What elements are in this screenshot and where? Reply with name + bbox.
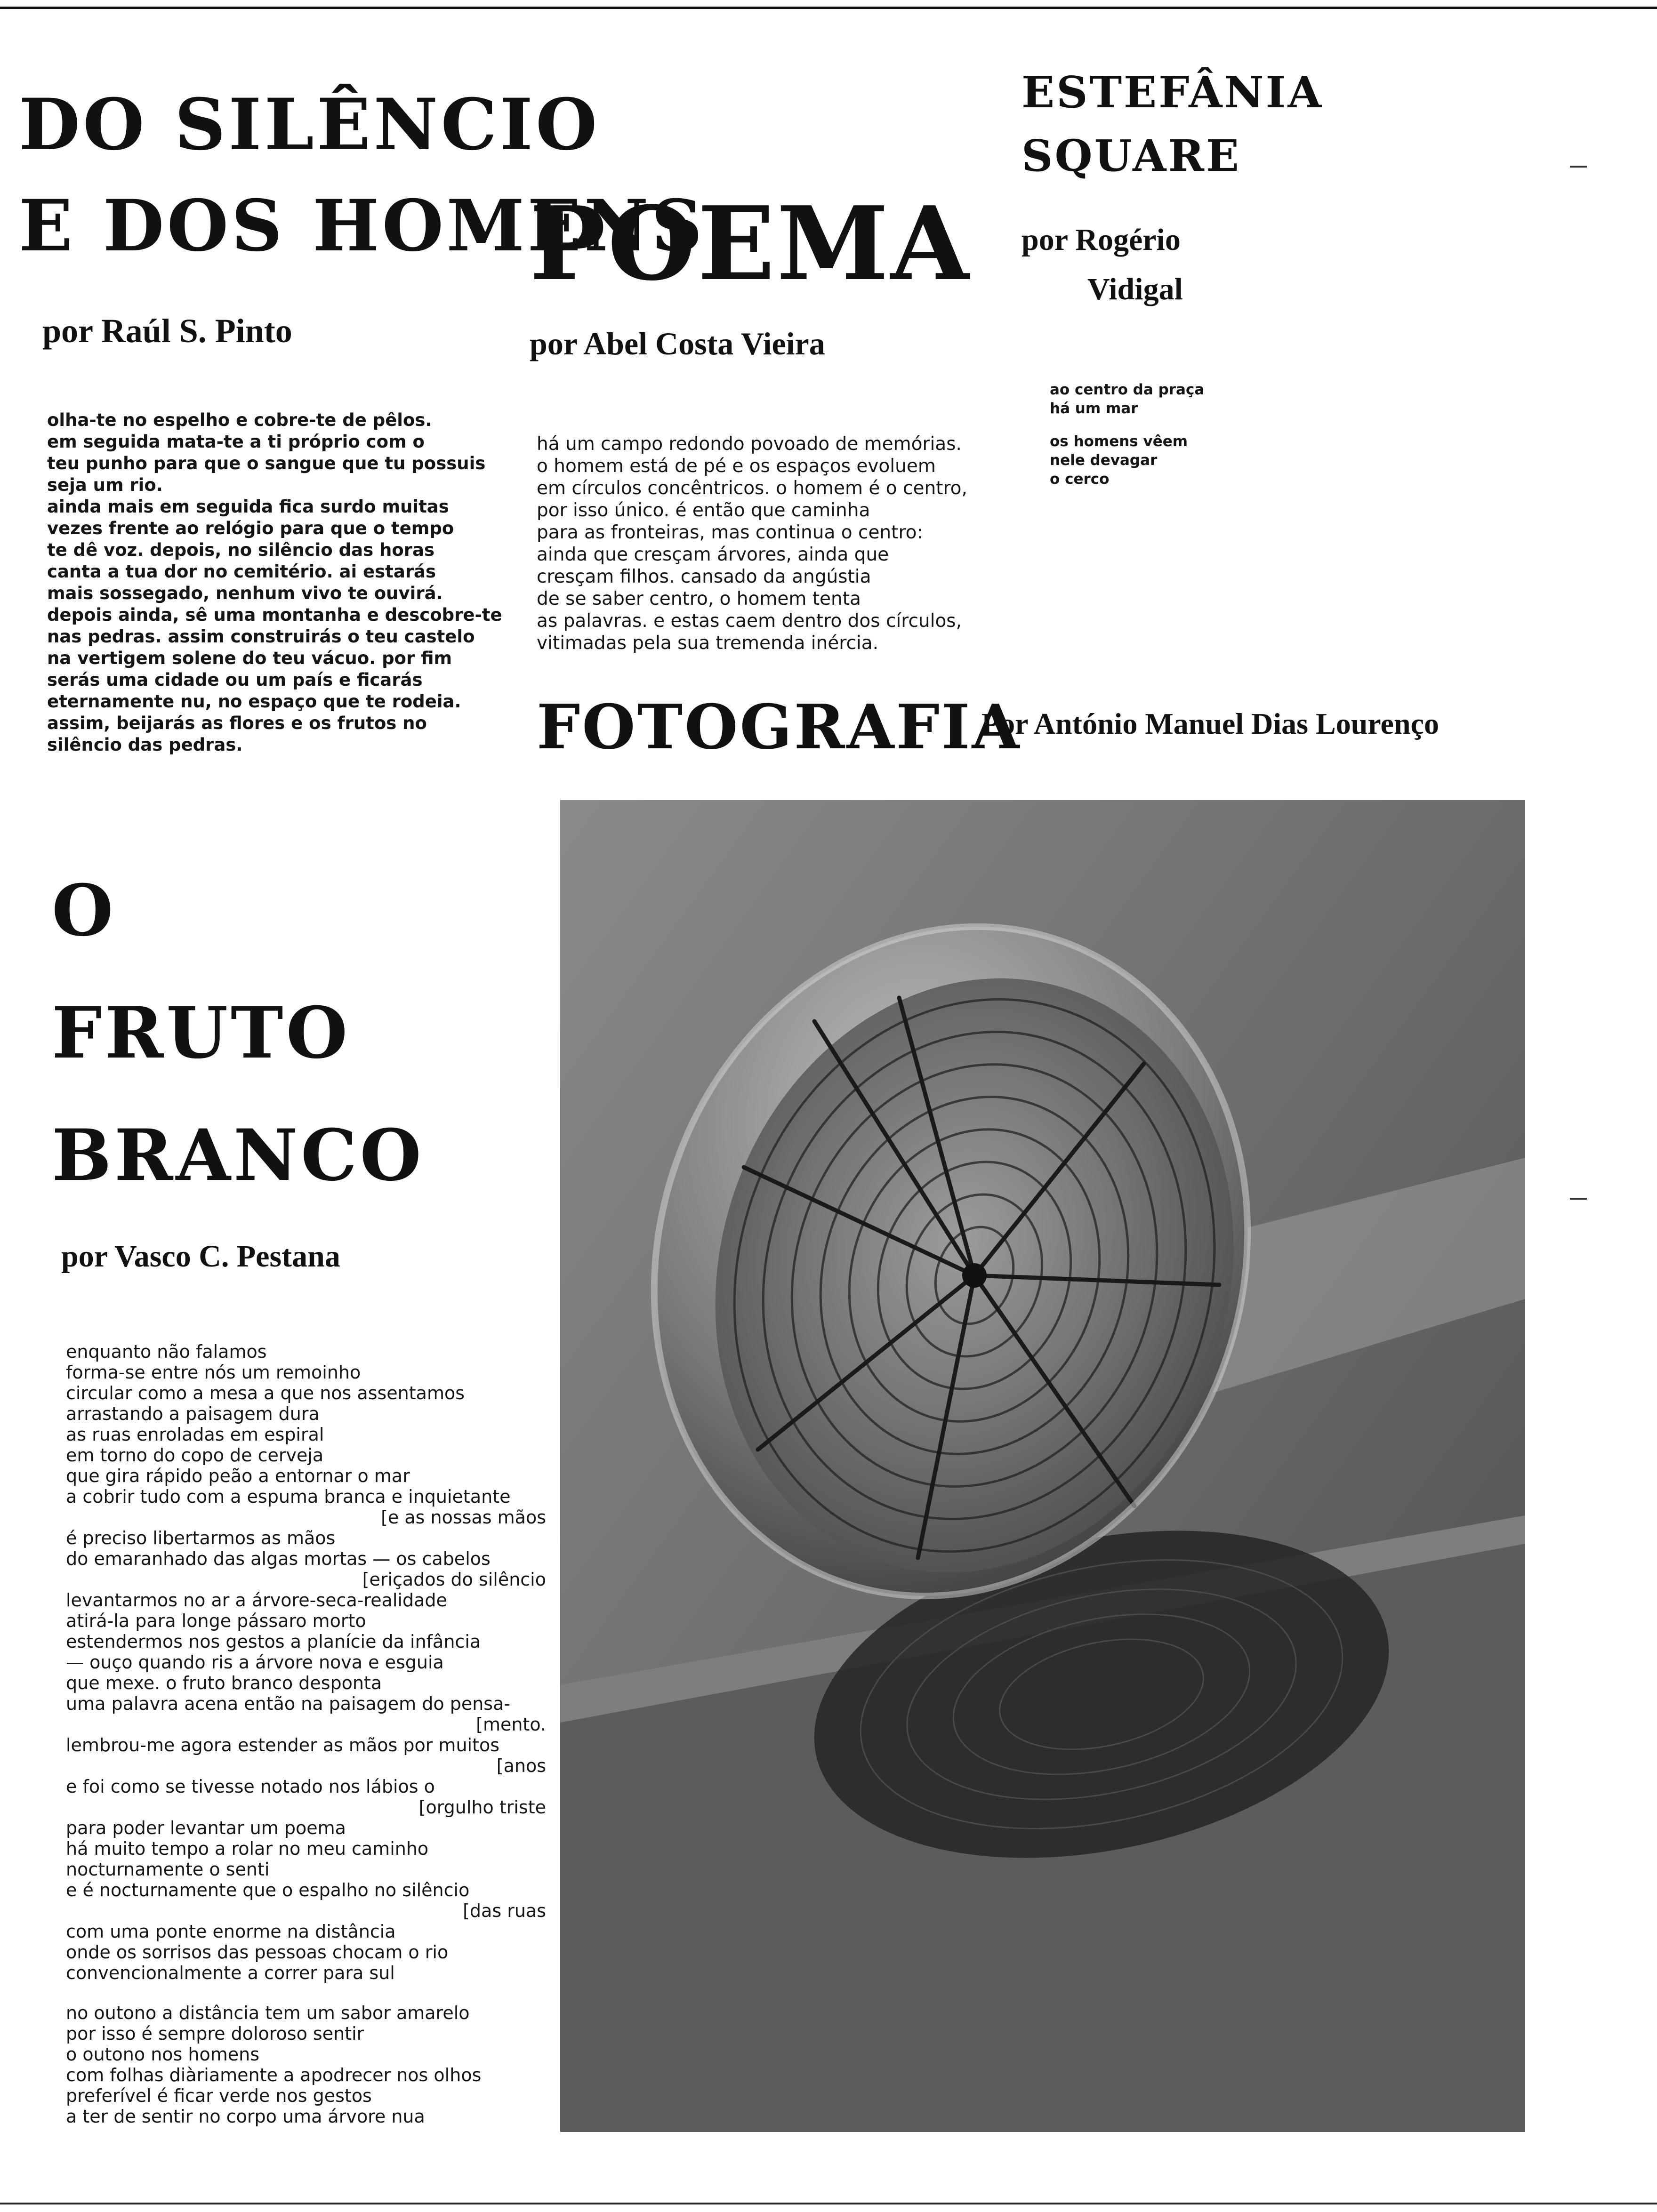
poem-line: para as fronteiras, mas continua o centro: xyxy=(537,522,923,543)
poem-line: ao centro da praça xyxy=(1050,381,1205,398)
poem-line: as palavras. e estas caem dentro dos círculos, xyxy=(537,610,962,632)
poem-line: eternamente nu, no espaço que te rodeia. xyxy=(47,691,461,712)
poem-line: e é nocturnamente que o espalho no silêncio xyxy=(66,1880,470,1900)
poem-line: convencionalmente a correr para sul xyxy=(66,1963,395,1983)
poem-line: o outono nos homens xyxy=(66,2044,260,2065)
poem-line: onde os sorrisos das pessoas chocam o rio xyxy=(66,1942,449,1963)
poem-stanza xyxy=(1050,380,1204,418)
poem-line: há um mar xyxy=(1050,400,1138,417)
poem-line: levantarmos no ar a árvore-seca-realidade xyxy=(66,1590,447,1611)
poem-line: com folhas diàriamente a apodrecer nos olhos xyxy=(66,2065,482,2085)
margin-mark xyxy=(1570,1198,1587,1200)
poem-line: do emaranhado das algas mortas — os cabelos xyxy=(66,1548,491,1569)
article-title-line1: ESTEFÂNIA xyxy=(1022,67,1323,118)
poem-line: canta a tua dor no cemitério. ai estarás xyxy=(47,561,436,582)
poem-line: mais sossegado, nenhum vivo te ouvirá. xyxy=(47,583,443,603)
article-byline-line1: por Rogério xyxy=(1022,223,1181,257)
poem-line: cresçam filhos. cansado da angústia xyxy=(537,566,871,587)
photograph-wire-fan xyxy=(560,800,1525,2132)
article-byline-line2: Vidigal xyxy=(1087,272,1183,306)
article-title: FOTOGRAFIA xyxy=(537,691,1022,763)
poem-line: [eriçados do silêncio xyxy=(362,1569,546,1590)
article-byline: Por António Manuel Dias Lourenço xyxy=(981,707,1439,740)
poem-stanza xyxy=(66,1341,546,1983)
poem-line: os homens vêem xyxy=(1050,433,1188,450)
poem-line: uma palavra acena então na paisagem do pensa- xyxy=(66,1693,511,1714)
poem-line: [anos xyxy=(496,1755,546,1776)
poem-line: teu punho para que o sangue que tu possuis xyxy=(47,453,486,473)
poem-line: [mento. xyxy=(476,1714,546,1735)
poem-line: ainda mais em seguida fica surdo muitas xyxy=(47,497,449,517)
poem-stanza xyxy=(1050,432,1188,489)
poem-body xyxy=(47,409,502,756)
article-title-line1: DO SILÊNCIO xyxy=(19,83,600,166)
article-title-line1: O xyxy=(52,869,116,952)
poem-line: serás uma cidade ou um país e ficarás xyxy=(47,670,423,690)
poem-line: forma-se entre nós um remoinho xyxy=(66,1362,361,1383)
poem-line: preferível é ficar verde nos gestos xyxy=(66,2085,372,2106)
poem-line: e foi como se tivesse notado nos lábios o xyxy=(66,1776,435,1797)
poem-line: nocturnamente o senti xyxy=(66,1859,270,1880)
poem-line: o cerco xyxy=(1050,471,1110,488)
poem-line: olha-te no espelho e cobre-te de pêlos. xyxy=(47,410,432,430)
poem-line: estendermos nos gestos a planície da infância xyxy=(66,1631,481,1652)
poem-line: ainda que cresçam árvores, ainda que xyxy=(537,544,889,565)
poem-line: vitimadas pela sua tremenda inércia. xyxy=(537,633,879,654)
bottom-rule xyxy=(0,2203,1657,2204)
article-title-line2: FRUTO xyxy=(52,992,351,1074)
article-byline: por Raúl S. Pinto xyxy=(42,312,292,350)
poem-line: [das ruas xyxy=(463,1900,546,1921)
poem-line: silêncio das pedras. xyxy=(47,735,243,755)
poem-line: arrastando a paisagem dura xyxy=(66,1403,320,1424)
poem-line: [orgulho triste xyxy=(418,1797,546,1818)
poem-line: de se saber centro, o homem tenta xyxy=(537,588,861,609)
article-title: POEMA xyxy=(530,184,971,303)
poem-line: a cobrir tudo com a espuma branca e inquietante xyxy=(66,1486,511,1507)
photograph-canvas xyxy=(560,800,1525,2132)
poem-line: circular como a mesa a que nos assentamos xyxy=(66,1383,465,1403)
poem-line: vezes frente ao relógio para que o tempo xyxy=(47,518,454,538)
poem-line: por isso único. é então que caminha xyxy=(537,500,870,521)
poem-line: — ouço quando ris a árvore nova e esguia xyxy=(66,1652,444,1673)
poem-line: a ter de sentir no corpo uma árvore nua xyxy=(66,2106,425,2127)
article-title-line2: E DOS HOMENS xyxy=(19,184,706,267)
poem-line: lembrou-me agora estender as mãos por muitos xyxy=(66,1735,500,1755)
article-byline: por Vasco C. Pestana xyxy=(61,1239,340,1274)
poem-line: em torno do copo de cerveja xyxy=(66,1445,324,1466)
poem-line: há muito tempo a rolar no meu caminho xyxy=(66,1838,429,1859)
poem-line: te dê voz. depois, no silêncio das horas xyxy=(47,540,434,560)
poem-line: as ruas enroladas em espiral xyxy=(66,1424,324,1445)
poem-line: atirá-la para longe pássaro morto xyxy=(66,1611,366,1631)
poem-stanza xyxy=(66,2003,481,2127)
poem-line: nele devagar xyxy=(1050,452,1158,469)
article-title-line3: BRANCO xyxy=(52,1114,424,1197)
top-rule xyxy=(0,7,1657,9)
poem-line: no outono a distância tem um sabor amarelo xyxy=(66,2003,470,2023)
margin-mark xyxy=(1570,166,1587,168)
poem-line: [e as nossas mãos xyxy=(381,1507,546,1528)
poem-line: enquanto não falamos xyxy=(66,1341,267,1362)
poem-line: para poder levantar um poema xyxy=(66,1818,346,1838)
poem-line: nas pedras. assim construirás o teu castelo xyxy=(47,626,475,647)
poem-line: com uma ponte enorme na distância xyxy=(66,1921,396,1942)
article-byline: por Abel Costa Vieira xyxy=(530,326,825,361)
poem-line: que mexe. o fruto branco desponta xyxy=(66,1673,382,1693)
poem-line: assim, beijarás as flores e os frutos no xyxy=(47,713,427,733)
photo-fan-hub xyxy=(962,1263,987,1288)
poem-line: que gira rápido peão a entornar o mar xyxy=(66,1466,410,1486)
poem-line: há um campo redondo povoado de memórias. xyxy=(537,433,962,455)
poem-line: é preciso libertarmos as mãos xyxy=(66,1528,336,1548)
poem-line: na vertigem solene do teu vácuo. por fim xyxy=(47,648,452,668)
poem-line: depois ainda, sê uma montanha e descobre-te xyxy=(47,605,502,625)
poem-body xyxy=(537,433,967,654)
article-title-line2: SQUARE xyxy=(1022,130,1241,181)
poem-line: em seguida mata-te a ti próprio com o xyxy=(47,432,425,452)
poem-line: o homem está de pé e os espaços evoluem xyxy=(537,456,936,477)
poem-line: seja um rio. xyxy=(47,475,163,495)
poem-line: por isso é sempre doloroso sentir xyxy=(66,2023,364,2044)
poem-line: em círculos concêntricos. o homem é o centro, xyxy=(537,478,967,499)
